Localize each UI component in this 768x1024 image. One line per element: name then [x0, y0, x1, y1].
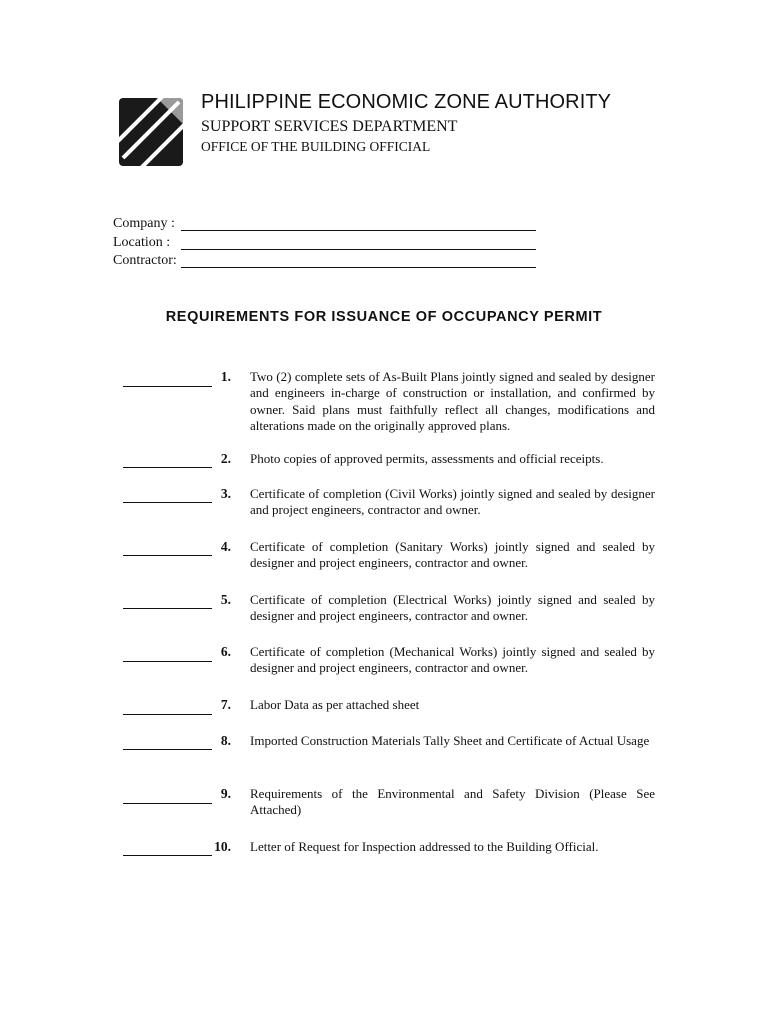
organization-name: PHILIPPINE ECONOMIC ZONE AUTHORITY [201, 91, 612, 113]
peza-logo-icon [119, 98, 183, 166]
office-name: OFFICE OF THE BUILDING OFFICIAL [201, 139, 431, 154]
document-title: REQUIREMENTS FOR ISSUANCE OF OCCUPANCY PERMIT [165, 309, 603, 325]
checkmark-blank[interactable] [123, 467, 212, 468]
requirement-number: 3. [220, 486, 231, 501]
requirement-text: Labor Data as per attached sheet [250, 697, 420, 712]
requirement-number: 8. [220, 733, 231, 748]
location-input-line[interactable] [181, 249, 536, 250]
checkmark-blank[interactable] [123, 386, 212, 387]
requirement-number: 9. [220, 786, 231, 801]
requirement-text: Certificate of completion (Electrical Works) jointly signed and sealed by designer and project engineers, contractor and owner. [250, 592, 655, 624]
checkmark-blank[interactable] [123, 608, 212, 609]
requirement-number: 10. [214, 839, 231, 854]
requirement-number: 6. [220, 644, 231, 659]
requirement-number: 7. [220, 697, 231, 712]
company-field [113, 216, 543, 234]
requirement-text: Certificate of completion (Mechanical Works) jointly signed and sealed by designer and project engineers, contractor and owner. [250, 644, 655, 676]
location-field [113, 235, 543, 253]
checkmark-blank[interactable] [123, 661, 212, 662]
contractor-field [113, 253, 543, 271]
checkmark-blank[interactable] [123, 555, 212, 556]
requirement-text: Requirements of the Environmental and Safety Division (Please See Attached) [250, 786, 655, 818]
requirement-text: Certificate of completion (Sanitary Works) jointly signed and sealed by designer and project engineers, contractor and owner. [250, 539, 655, 571]
checkmark-blank[interactable] [123, 749, 212, 750]
contractor-label: Contractor: [113, 253, 177, 268]
company-label: Company : [113, 216, 175, 231]
checkmark-blank[interactable] [123, 714, 212, 715]
requirement-number: 2. [220, 451, 231, 466]
requirement-text: Letter of Request for Inspection addressed to the Building Official. [250, 839, 599, 854]
checkmark-blank[interactable] [123, 502, 212, 503]
checkmark-blank[interactable] [123, 803, 212, 804]
requirement-text: Photo copies of approved permits, assessments and official receipts. [250, 451, 604, 466]
requirement-number: 5. [220, 592, 231, 607]
requirement-number: 4. [220, 539, 231, 554]
company-input-line[interactable] [181, 230, 536, 231]
requirement-number: 1. [220, 369, 231, 384]
requirement-text: Two (2) complete sets of As-Built Plans jointly signed and sealed by designer and engineers in-charge of construction or installation, and confirmed by owner. Said plans must faithfully reflect all changes, modifications and alterations made on the originally approved plans. [250, 369, 655, 433]
location-label: Location : [113, 235, 171, 250]
checkmark-blank[interactable] [123, 855, 212, 856]
department-name: SUPPORT SERVICES DEPARTMENT [201, 118, 458, 135]
contractor-input-line[interactable] [181, 267, 536, 268]
requirement-text: Certificate of completion (Civil Works) jointly signed and sealed by designer and project engineers, contractor and owner. [250, 486, 655, 518]
requirement-text: Imported Construction Materials Tally Sheet and Certificate of Actual Usage [250, 733, 650, 748]
